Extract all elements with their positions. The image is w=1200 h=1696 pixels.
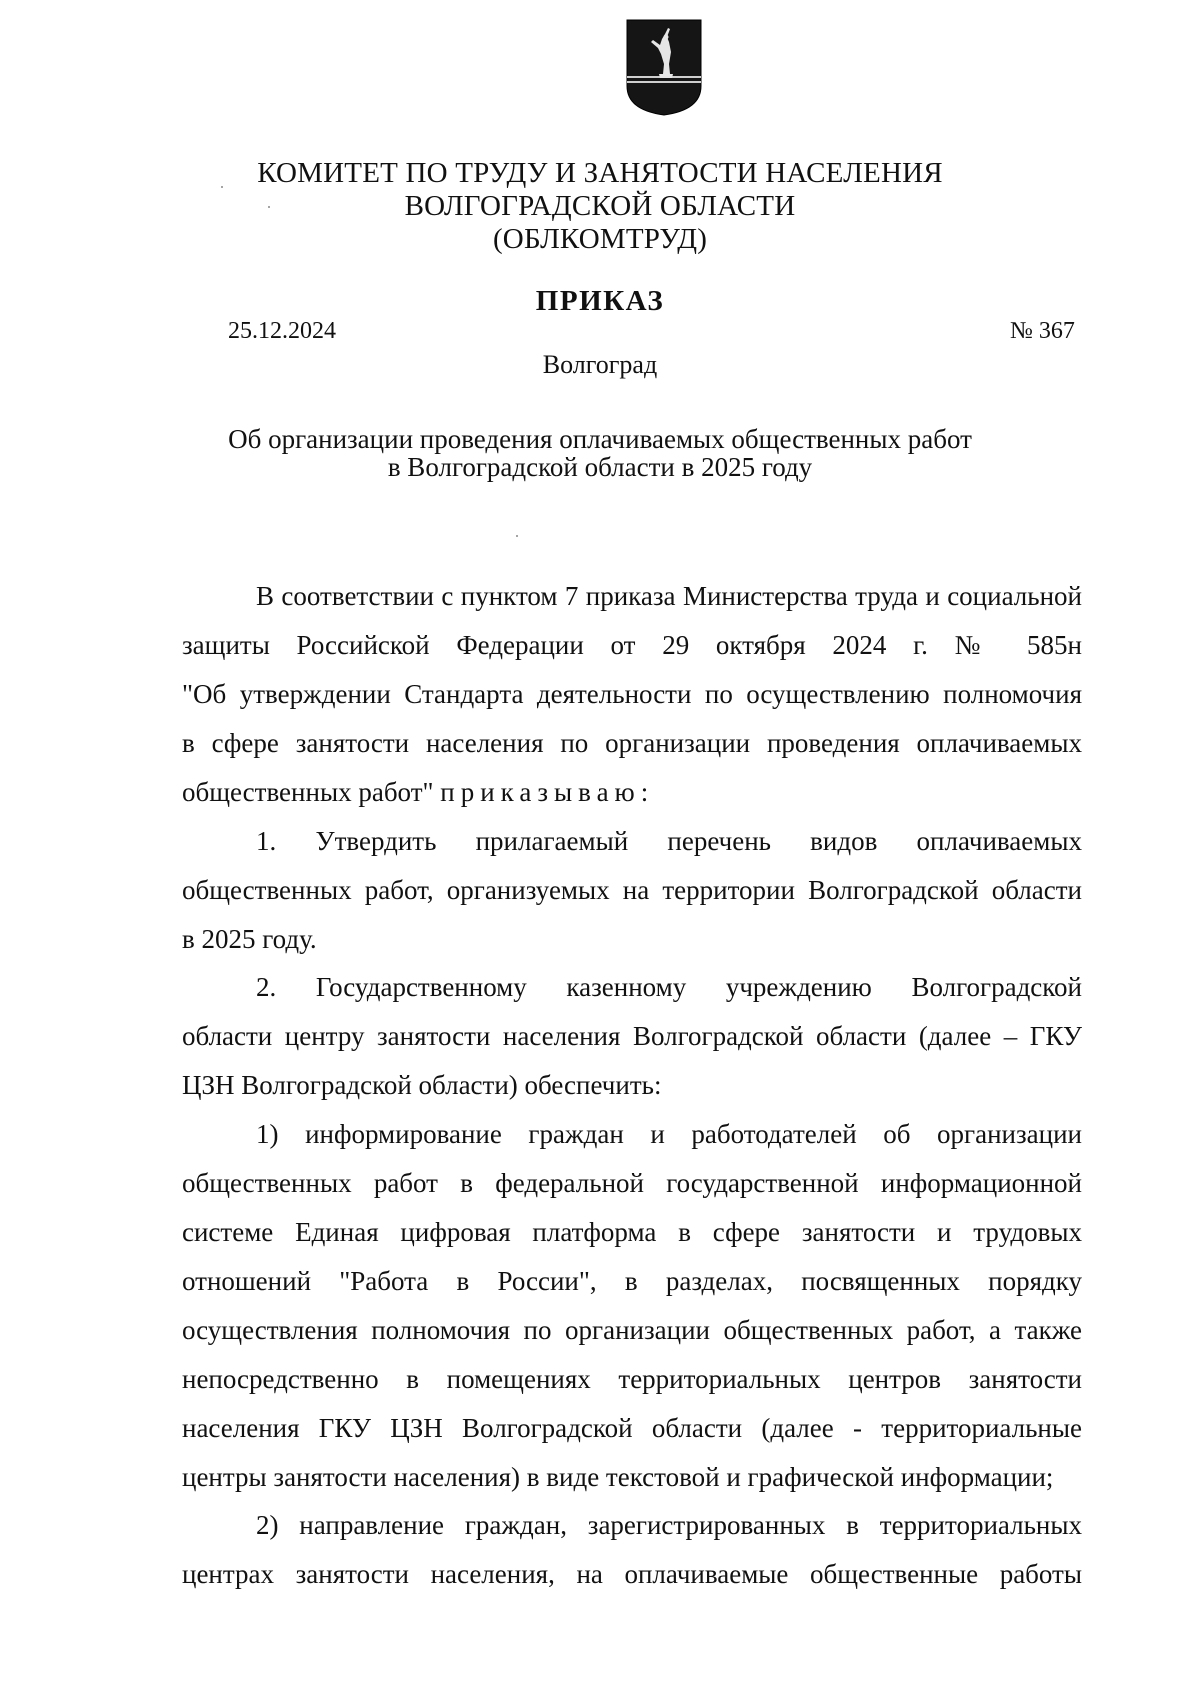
title-line-2: в Волгоградской области в 2025 году — [387, 452, 813, 482]
subitem-1-line: 1) информирование граждан и работодателей об организации — [256, 1119, 1082, 1149]
item-2-paragraph — [182, 963, 1082, 1110]
subitem-1-paragraph — [182, 1110, 1082, 1502]
preamble-line: В соответствии с пунктом 7 приказа Министерства труда и социальной — [256, 581, 1082, 611]
item-1-paragraph — [182, 817, 1082, 964]
preamble-colon: : — [640, 777, 649, 807]
preamble-line: защиты Российской Федерации от 29 октября 2024 г. № 585н — [182, 630, 1082, 660]
subitem-1-line: отношений "Работа в России", в разделах, посвященных порядку — [182, 1266, 1082, 1296]
subitem-1-line: непосредственно в помещениях территориальных центров занятости — [182, 1364, 1082, 1394]
preamble-line: в сфере занятости населения по организации проведения оплачиваемых — [182, 728, 1082, 758]
document-number: № 367 — [1010, 318, 1075, 344]
subitem-2-line: 2) направление граждан, зарегистрированных в территориальных — [256, 1510, 1082, 1540]
subitem-1-line: общественных работ в федеральной государственной информационной — [182, 1168, 1082, 1198]
item-2-line: 2. Государственному казенному учреждению Волгоградской — [256, 972, 1082, 1002]
order-word: приказываю — [440, 777, 641, 807]
subitem-2-paragraph — [182, 1501, 1082, 1599]
preamble-text: общественных работ" — [182, 777, 441, 807]
subitem-1-line: населения ГКУ ЦЗН Волгоградской области (далее - территориальные — [182, 1413, 1082, 1443]
preamble-line — [182, 768, 1082, 817]
title-line-1: Об организации проведения оплачиваемых общественных работ — [228, 424, 972, 454]
scan-speck — [516, 535, 518, 537]
preamble-paragraph — [182, 572, 1082, 817]
scan-speck — [268, 206, 270, 208]
preamble-line: "Об утверждении Стандарта деятельности по осуществлению полномочия — [182, 679, 1082, 709]
org-line-2: ВОЛГОГРАДСКОЙ ОБЛАСТИ — [404, 190, 796, 222]
item-2-line: области центру занятости населения Волгоградской области (далее – ГКУ — [182, 1021, 1082, 1051]
subitem-1-line: центры занятости населения) в виде текстовой и графической информации; — [182, 1462, 1054, 1492]
document-city: Волгоград — [542, 350, 658, 379]
item-1-line: общественных работ, организуемых на территории Волгоградской области — [182, 875, 1082, 905]
document-type: ПРИКАЗ — [535, 285, 665, 317]
item-1-line: в 2025 году. — [182, 924, 317, 954]
organization-name — [0, 157, 1200, 256]
item-1-line: 1. Утвердить прилагаемый перечень видов оплачиваемых — [256, 826, 1082, 856]
document-date: 25.12.2024 — [228, 318, 336, 344]
org-line-3: (ОБЛКОМТРУД) — [492, 223, 708, 255]
coat-of-arms-emblem-icon — [625, 18, 703, 116]
item-2-line: ЦЗН Волгоградской области) обеспечить: — [182, 1070, 662, 1100]
subitem-2-line: центрах занятости населения, на оплачиваемые общественные работы — [182, 1559, 1082, 1589]
org-line-1: КОМИТЕТ ПО ТРУДУ И ЗАНЯТОСТИ НАСЕЛЕНИЯ — [257, 157, 943, 189]
subitem-1-line: осуществления полномочия по организации общественных работ, а также — [182, 1315, 1082, 1345]
scan-speck — [221, 186, 223, 188]
document-title — [0, 425, 1200, 481]
subitem-1-line: системе Единая цифровая платформа в сфере занятости и трудовых — [182, 1217, 1082, 1247]
